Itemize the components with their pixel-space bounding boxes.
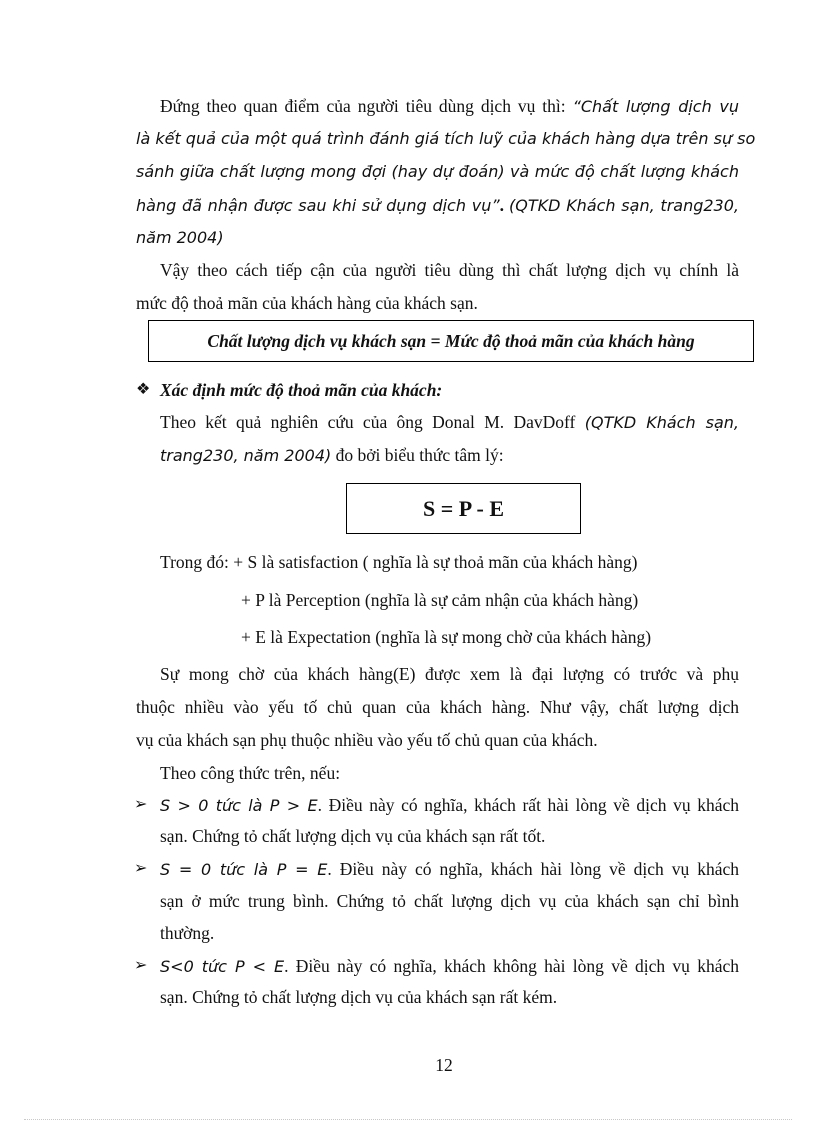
- formula-box: [346, 483, 581, 534]
- bullet1-text: . Điều này có nghĩa, khách rất hài lòng về dịch vụ khách: [317, 795, 739, 815]
- para2-line2: mức độ thoả mãn của khách hàng của khách sạn.: [136, 293, 478, 313]
- section-bullet-icon: ❖: [136, 381, 151, 398]
- quote-start: “Chất lượng dịch vụ: [572, 97, 739, 116]
- bullet3-line1: [160, 955, 739, 978]
- para3-line1-text: Theo kết quả nghiên cứu của ông Donal M. DavDoff: [160, 412, 585, 432]
- page-bottom-divider: [24, 1119, 792, 1120]
- period: .: [499, 195, 510, 215]
- para5: Theo công thức trên, nếu:: [160, 763, 341, 783]
- formula: S = P - E: [423, 495, 504, 521]
- para1-line5: năm 2004): [136, 228, 224, 247]
- para3-citation-b: trang230, năm 2004): [160, 446, 332, 465]
- arrow-bullet-icon: ➢: [134, 860, 148, 877]
- para3-citation-a: (QTKD Khách sạn,: [584, 413, 739, 432]
- para4-line1: Sự mong chờ của khách hàng(E) được xem là đại lượng có trước và phụ: [160, 664, 739, 684]
- para4-line3: vụ của khách sạn phụ thuộc nhiều vào yếu tố chủ quan của khách.: [136, 730, 598, 750]
- bullet2-expr: S = 0 tức là P = E: [160, 860, 328, 879]
- para1-line2: là kết quả của một quá trình đánh giá tích luỹ của khách hàng dựa trên sự so: [136, 129, 756, 148]
- bullet2-line3: thường.: [160, 923, 215, 943]
- bullet2-line2: sạn ở mức trung bình. Chứng tỏ chất lượng dịch vụ của khách sạn chỉ bình: [160, 891, 739, 911]
- para1-line3: sánh giữa chất lượng mong đợi (hay dự đoán) và mức độ chất lượng khách: [136, 162, 739, 181]
- quote-end: hàng đã nhận được sau khi sử dụng dịch vụ”: [136, 196, 500, 215]
- citation: (QTKD Khách sạn, trang230,: [509, 196, 739, 215]
- bullet1-expr: S > 0 tức là P > E: [160, 796, 318, 815]
- arrow-bullet-icon: ➢: [134, 957, 148, 974]
- bullet1-line2: sạn. Chứng tỏ chất lượng dịch vụ của khách sạn rất tốt.: [160, 826, 546, 846]
- para4-line2: thuộc nhiều vào yếu tố chủ quan của khách hàng. Như vậy, chất lượng dịch: [136, 697, 739, 717]
- definition-box: [148, 320, 754, 362]
- bullet3-text: . Điều này có nghĩa, khách không hài lòng về dịch vụ khách: [284, 956, 739, 976]
- arrow-bullet-icon: ➢: [134, 796, 148, 813]
- definition-p: + P là Perception (nghĩa là sự cảm nhận của khách hàng): [241, 590, 639, 610]
- definition-text: Chất lượng dịch vụ khách sạn = Mức độ thoả mãn của khách hàng: [207, 330, 695, 351]
- bullet3-expr: S<0 tức P < E: [160, 957, 285, 976]
- bullet1-line1: [160, 794, 739, 817]
- para3-line2: [160, 444, 504, 467]
- para1-line1: [160, 95, 739, 118]
- bullet3-line2: sạn. Chứng tỏ chất lượng dịch vụ của khách sạn rất kém.: [160, 987, 558, 1007]
- section-heading: Xác định mức độ thoả mãn của khách:: [160, 380, 443, 400]
- definition-e: + E là Expectation (nghĩa là sự mong chờ của khách hàng): [241, 627, 652, 647]
- para2-line1: Vậy theo cách tiếp cận của người tiêu dùng thì chất lượng dịch vụ chính là: [160, 260, 739, 280]
- bullet2-line1: [160, 858, 739, 881]
- definition-s: Trong đó: + S là satisfaction ( nghĩa là sự thoả mãn của khách hàng): [160, 552, 638, 572]
- bullet2-text: . Điều này có nghĩa, khách hài lòng về dịch vụ khách: [327, 859, 740, 879]
- para1-line4: [136, 194, 739, 217]
- para3-line2-text: đo bởi biểu thức tâm lý:: [331, 445, 504, 465]
- para3-line1: [160, 411, 739, 434]
- para1-line1-text: Đứng theo quan điểm của người tiêu dùng dịch vụ thì:: [160, 96, 573, 116]
- page-number: 12: [435, 1055, 453, 1075]
